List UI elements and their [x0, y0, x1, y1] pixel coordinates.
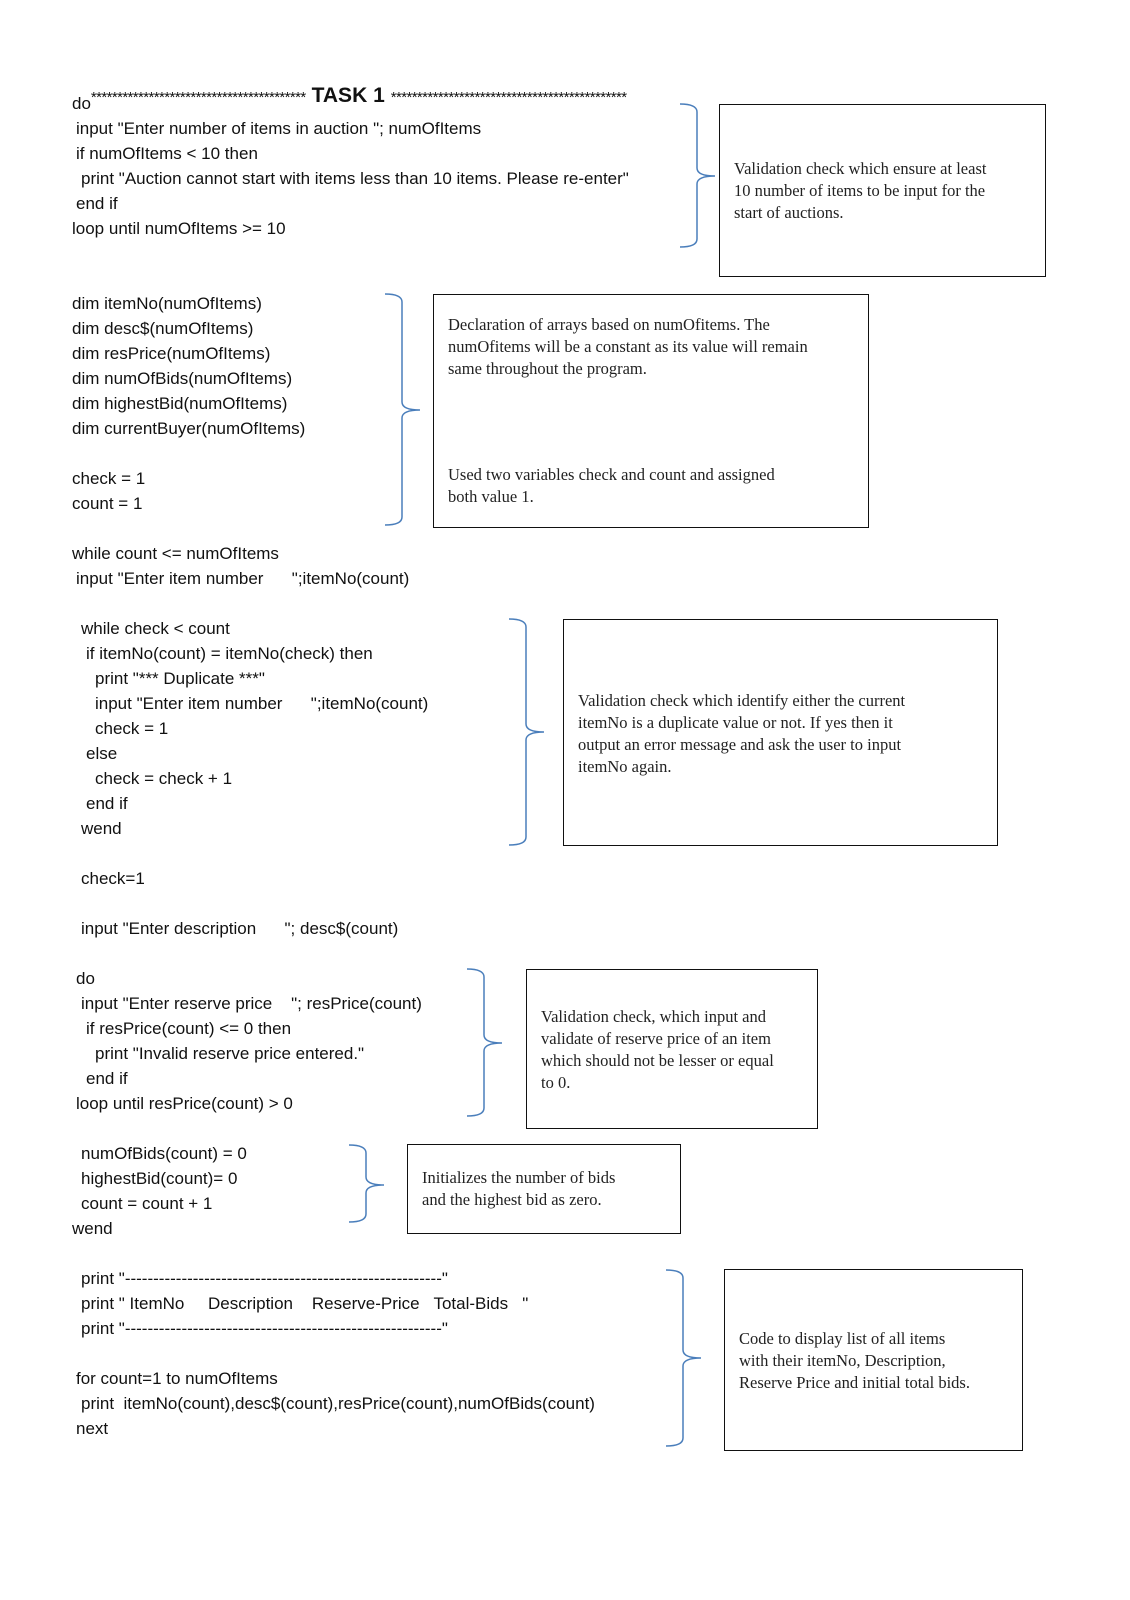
- comment-text: 10 number of items to be input for the: [734, 181, 986, 200]
- code-line: dim resPrice(numOfItems): [72, 344, 271, 363]
- code-line: dim desc$(numOfItems): [72, 319, 254, 338]
- comment-text: Validation check which ensure at least: [734, 159, 987, 178]
- code-line: print "--------------------------------------------------------": [81, 1269, 448, 1288]
- comment-text: same throughout the program.: [448, 359, 647, 378]
- comment-text: Declaration of arrays based on numOfitems. The: [448, 315, 770, 334]
- comment-text: with their itemNo, Description,: [739, 1351, 946, 1370]
- curly-bracket: [509, 619, 544, 845]
- code-line: print "Invalid reserve price entered.": [95, 1044, 365, 1063]
- code-line: dim itemNo(numOfItems): [72, 294, 262, 313]
- comment-text: Validation check, which input and: [541, 1007, 766, 1026]
- code-line: check = check + 1: [95, 769, 233, 788]
- comment-text: Used two variables check and count and assigned: [448, 465, 775, 484]
- curly-bracket: [680, 104, 715, 247]
- code-line: else: [86, 744, 118, 763]
- code-line: if resPrice(count) <= 0 then: [86, 1019, 292, 1038]
- code-line: while check < count: [81, 619, 230, 638]
- comment-text: itemNo again.: [578, 757, 672, 776]
- comment-text: Reserve Price and initial total bids.: [739, 1373, 970, 1392]
- comment-text: and the highest bid as zero.: [422, 1190, 602, 1209]
- code-line: end if: [86, 794, 128, 813]
- task-title: TASK 1: [311, 84, 385, 107]
- comment-text: Code to display list of all items: [739, 1329, 946, 1348]
- comment-text: which should not be lesser or equal: [541, 1051, 774, 1070]
- code-line: input "Enter description "; desc$(count): [81, 919, 399, 938]
- code-line: dim highestBid(numOfItems): [72, 394, 288, 413]
- comment-text: output an error message and ask the user to input: [578, 735, 902, 754]
- curly-bracket: [349, 1145, 384, 1222]
- code-line: check = 1: [72, 469, 146, 488]
- header-stars-right: *********************************************: [390, 89, 627, 106]
- code-line: do: [76, 969, 95, 988]
- code-line: count = count + 1: [81, 1194, 213, 1213]
- code-line: if numOfItems < 10 then: [76, 144, 258, 163]
- code-line: highestBid(count)= 0: [81, 1169, 238, 1188]
- comment-text: itemNo is a duplicate value or not. If yes then it: [578, 713, 893, 732]
- curly-bracket: [666, 1270, 701, 1446]
- code-line: wend: [81, 819, 122, 838]
- code-line: numOfBids(count) = 0: [81, 1144, 247, 1163]
- curly-bracket: [385, 294, 420, 525]
- code-line: loop until resPrice(count) > 0: [76, 1094, 293, 1113]
- code-line: print "--------------------------------------------------------": [81, 1319, 448, 1338]
- code-line: input "Enter number of items in auction "; numOfItems: [76, 119, 482, 138]
- code-line: check=1: [81, 869, 145, 888]
- code-line: loop until numOfItems >= 10: [72, 219, 286, 238]
- code-line: input "Enter item number ";itemNo(count): [76, 569, 410, 588]
- code-line: print "*** Duplicate ***": [95, 669, 265, 688]
- code-line: check = 1: [95, 719, 169, 738]
- header-stars-left: *****************************************: [90, 89, 306, 106]
- comment-text: to 0.: [541, 1073, 571, 1092]
- code-line: count = 1: [72, 494, 143, 513]
- code-line: wend: [72, 1219, 113, 1238]
- code-line: while count <= numOfItems: [72, 544, 279, 563]
- comment-text: Initializes the number of bids: [422, 1168, 616, 1187]
- curly-bracket: [467, 969, 502, 1116]
- code-line: end if: [76, 194, 118, 213]
- code-line: input "Enter item number ";itemNo(count): [95, 694, 429, 713]
- code-line: print " ItemNo Description Reserve-Price Total-Bids ": [81, 1294, 529, 1313]
- code-line: input "Enter reserve price "; resPrice(count): [81, 994, 422, 1013]
- code-line: print itemNo(count),desc$(count),resPrice(count),numOfBids(count): [81, 1394, 595, 1413]
- code-line: next: [76, 1419, 109, 1438]
- code-line: dim currentBuyer(numOfItems): [72, 419, 306, 438]
- comment-text: validate of reserve price of an item: [541, 1029, 771, 1048]
- comment-text: Validation check which identify either the current: [578, 691, 906, 710]
- comment-text: both value 1.: [448, 487, 534, 506]
- code-line: do: [72, 94, 91, 113]
- code-line: for count=1 to numOfItems: [76, 1369, 278, 1388]
- code-line: if itemNo(count) = itemNo(check) then: [86, 644, 373, 663]
- comment-text: numOfitems will be a constant as its value will remain: [448, 337, 808, 356]
- code-line: print "Auction cannot start with items less than 10 items. Please re-enter": [81, 169, 629, 188]
- code-line: dim numOfBids(numOfItems): [72, 369, 293, 388]
- code-line: end if: [86, 1069, 128, 1088]
- comment-text: start of auctions.: [734, 203, 844, 222]
